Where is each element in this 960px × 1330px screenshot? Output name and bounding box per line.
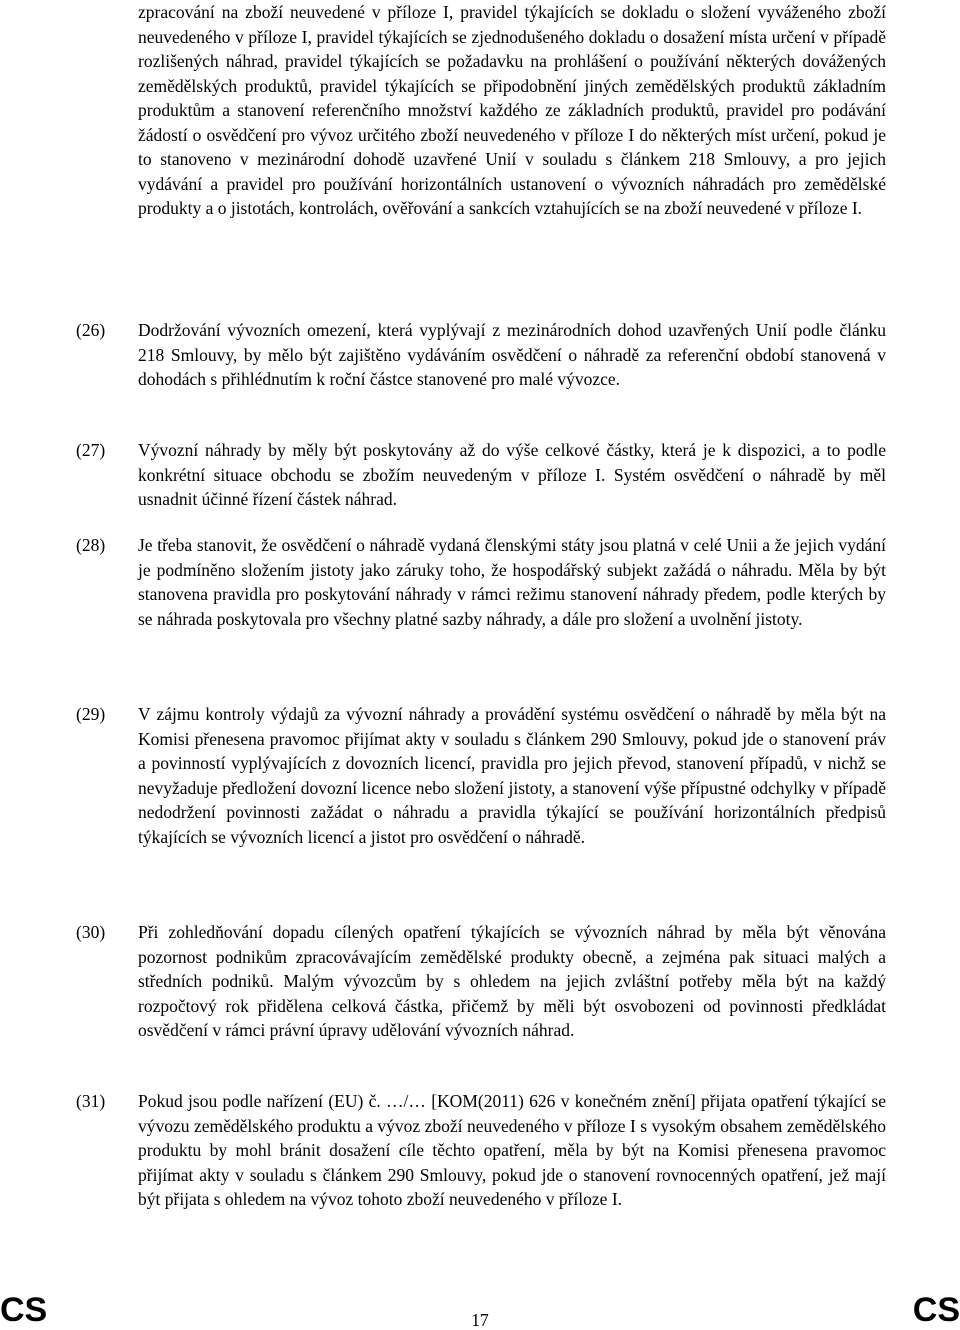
footer-language-right: CS — [912, 1291, 960, 1329]
recital-text: Pokud jsou podle nařízení (EU) č. …/… [KOM(2011) 626 v konečném znění] přijata opatření týkající se vývozu zemědělského produktu a vývoz zboží neuvedeného v příloze I s vysokým obsahem zemědělského produktu by mohl bránit dosažení cíle těchto opatření, měla by být na Komisi přenesena pravomoc přijímat akty v souladu s článkem 290 Smlouvy, pokud jde o stanovení rovnocenných opatření, jež mají být přijata s ohledem na vývoz tohoto zboží neuvedeného v příloze I. — [138, 1091, 886, 1209]
continuation-paragraph: zpracování na zboží neuvedené v příloze I, pravidel týkajících se dokladu o složení vyváženého zboží neuvedeného v příloze I, pravidel týkajících se zjednodušeného dokladu o dosažení místa určení v případě rozlišených náhrad, pravidel týkajících se požadavku na prohlášení o používání některých dovážených zemědělských produktů, pravidel týkajících se připodobnění jiných zemědělských produktů základním produktům a stanovení referenčního množství každého ze základních produktů, pravidel pro podávání žádostí o osvědčení pro vývoz určitého zboží neuvedeného v příloze I do některých míst určení, pokud je to stanoveno v mezinárodní dohodě uzavřené Unií v souladu s článkem 218 Smlouvy, a pro jejich vydávání a pravidel pro používání horizontálních ustanovení o vývozních náhradách pro zemědělské produkty a o jistotách, kontrolách, ověřování a sankcích vztahujících se na zboží neuvedené v příloze I. — [138, 2, 886, 218]
recital-number: (30) — [76, 922, 106, 942]
recital-text: Dodržování vývozních omezení, která vyplývají z mezinárodních dohod uzavřených Unií podle článku 218 Smlouvy, by mělo být zajištěno vydáváním osvědčení o náhradě za referenční období stanovená v dohodách s přihlédnutím k roční částce stanovené pro malé vývozce. — [138, 320, 886, 389]
footer-language-left: CS — [0, 1291, 48, 1329]
recital-text: V zájmu kontroly výdajů za vývozní náhrady a provádění systému osvědčení o náhradě by měla být na Komisi přenesena pravomoc přijímat akty v souladu s článkem 290 Smlouvy, pokud jde o stanovení práv a povinností vyplývajících z dovozních licencí, pravidla pro jejich převod, stanovení případů, v nichž se nevyžaduje předložení dovozní licence nebo složení jistoty, a stanovení výše přípustné odchylky v případě nedodržení povinnosti zažádat o náhradu a pravidla týkající se používání horizontálních předpisů týkajících se vývozních licencí a jistot pro osvědčení o náhradě. — [138, 704, 886, 847]
recital-text: Je třeba stanovit, že osvědčení o náhradě vydaná členskými státy jsou platná v celé Unii a že jejich vydání je podmíněno složením jistoty jako záruky toho, že hospodářský subjekt zažádá o náhradu. Měla by být stanovena pravidla pro poskytování náhrady v rámci režimu stanovení náhrady předem, podle kterých by se náhrada poskytovala pro všechny platné sazby náhrady, a dále pro složení a uvolnění jistoty. — [138, 535, 886, 629]
recital-number: (26) — [76, 320, 106, 340]
recital-number: (28) — [76, 535, 106, 555]
recital-number: (27) — [76, 440, 106, 460]
recital-text: Při zohledňování dopadu cílených opatření týkajících se vývozních náhrad by měla být věnována pozornost podnikům zpracovávajícím zemědělské produkty obecně, a zejména pak situaci malých a středních podniků. Malým vývozcům by s ohledem na jejich zvláštní potřeby měla být na každý rozpočtový rok přidělena celková částka, přičemž by měli být osvobozeni od povinnosti předkládat osvědčení v rámci právní úpravy udělování vývozních náhrad. — [138, 922, 886, 1040]
recital-text: Vývozní náhrady by měly být poskytovány až do výše celkové částky, která je k dispozici, a to podle konkrétní situace obchodu se zbožím neuvedeným v příloze I. Systém osvědčení o náhradě by měl usnadnit účinné řízení částek náhrad. — [138, 440, 886, 509]
recital-number: (29) — [76, 704, 106, 724]
page-number: 17 — [471, 1310, 489, 1330]
recital-number: (31) — [76, 1091, 106, 1111]
